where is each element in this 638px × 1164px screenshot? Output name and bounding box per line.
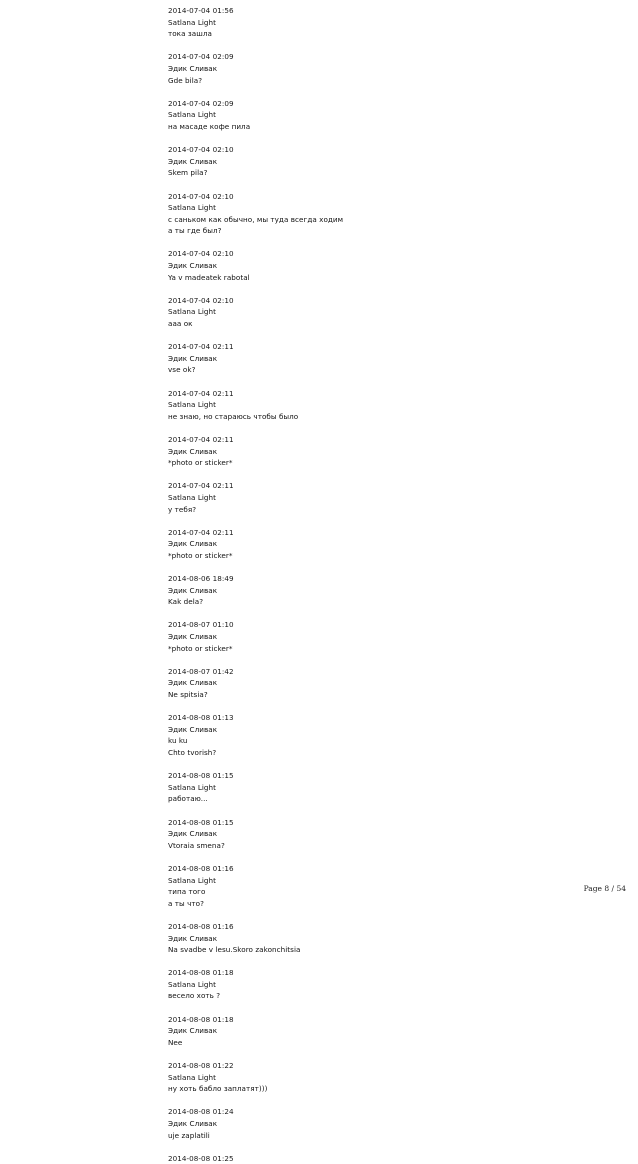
message-timestamp: 2014-07-04 01:56 bbox=[168, 6, 234, 15]
message-entry bbox=[168, 341, 628, 376]
message-author: Эдик Сливак bbox=[168, 1119, 218, 1128]
message-entry bbox=[168, 5, 628, 40]
message-text: Vtoraia smena? bbox=[168, 840, 225, 850]
message-timestamp: 2014-08-08 01:15 bbox=[168, 817, 234, 827]
message-entry bbox=[168, 817, 628, 852]
message-entry bbox=[168, 1014, 628, 1049]
message-entry bbox=[168, 295, 628, 330]
message-author: Эдик Сливак bbox=[168, 829, 218, 839]
message-author: Эдик Сливак bbox=[168, 446, 218, 456]
message-entry bbox=[168, 51, 628, 86]
message-author: Satlana Light bbox=[168, 875, 217, 885]
message-author: Эдик Сливак bbox=[168, 933, 218, 943]
message-entry bbox=[168, 1060, 628, 1095]
message-text: Ne spitsia? bbox=[168, 690, 208, 700]
message-timestamp: 2014-08-08 01:18 bbox=[168, 1014, 234, 1024]
message-author: Satlana Light bbox=[168, 400, 217, 410]
message-entry bbox=[168, 388, 628, 423]
message-entry bbox=[168, 712, 628, 758]
message-text: весело хоть ? bbox=[168, 991, 221, 1001]
message-timestamp: 2014-08-07 01:42 bbox=[168, 666, 234, 676]
message-timestamp: 2014-08-08 01:15 bbox=[168, 771, 234, 781]
message-entry bbox=[168, 863, 628, 909]
message-author: Satlana Light bbox=[168, 307, 217, 317]
page-number: Page 8 / 54 bbox=[583, 884, 626, 893]
message-timestamp: 2014-08-08 01:25 bbox=[168, 1153, 234, 1163]
message-text: *photo or sticker* bbox=[168, 458, 233, 468]
message-author: Satlana Light bbox=[168, 782, 217, 792]
message-text: а ты что? bbox=[168, 898, 204, 908]
message-timestamp: 2014-07-04 02:11 bbox=[168, 434, 234, 444]
message-entry bbox=[168, 248, 628, 283]
message-timestamp: 2014-08-08 01:22 bbox=[168, 1061, 234, 1071]
message-text: Nee bbox=[168, 1037, 183, 1047]
message-text: *photo or sticker* bbox=[168, 643, 233, 653]
message-entry bbox=[168, 1153, 628, 1164]
message-text: Gde bila? bbox=[168, 75, 203, 85]
message-text: на масаде кофе пила bbox=[168, 121, 251, 131]
message-text: не знаю, но стараюсь чтобы было bbox=[168, 411, 299, 421]
message-timestamp: 2014-07-04 02:09 bbox=[168, 98, 234, 108]
message-text: *photo or sticker* bbox=[168, 550, 233, 560]
message-author: Satlana Light bbox=[168, 203, 217, 213]
message-entry bbox=[168, 144, 628, 179]
message-author: Satlana Light bbox=[168, 492, 217, 502]
message-text: тока зашла bbox=[168, 29, 212, 39]
message-entry bbox=[168, 666, 628, 701]
chat-log bbox=[168, 5, 628, 1164]
message-author: Satlana Light bbox=[168, 17, 217, 27]
message-author: Эдик Сливак bbox=[168, 539, 218, 549]
message-text: с саньком как обычно, мы туда всегда ходим bbox=[168, 214, 344, 224]
message-timestamp: 2014-07-04 02:11 bbox=[168, 527, 234, 537]
message-text: Skem pila? bbox=[168, 168, 208, 178]
message-author: Эдик Сливак bbox=[168, 678, 218, 688]
message-text: ааа ок bbox=[168, 319, 193, 329]
message-text: uje zaplatili bbox=[168, 1130, 210, 1140]
message-timestamp: 2014-08-08 01:13 bbox=[168, 713, 234, 723]
message-author: Эдик Сливак bbox=[168, 632, 218, 642]
message-entry bbox=[168, 98, 628, 133]
message-entry bbox=[168, 619, 628, 654]
message-timestamp: 2014-07-04 02:09 bbox=[168, 52, 234, 62]
message-timestamp: 2014-07-04 02:11 bbox=[168, 388, 234, 398]
message-author: Satlana Light bbox=[168, 110, 217, 120]
message-author: Эдик Сливак bbox=[168, 63, 218, 73]
message-text: Ya v madeatek rabotal bbox=[168, 272, 250, 282]
message-entry bbox=[168, 434, 628, 469]
message-entry bbox=[168, 573, 628, 608]
message-timestamp: 2014-07-04 02:11 bbox=[168, 481, 234, 491]
message-timestamp: 2014-08-08 01:16 bbox=[168, 863, 234, 873]
message-text: а ты где был? bbox=[168, 226, 222, 236]
message-timestamp: 2014-08-08 01:18 bbox=[168, 968, 234, 978]
message-timestamp: 2014-08-07 01:10 bbox=[168, 620, 234, 630]
message-entry bbox=[168, 191, 628, 237]
message-text: ну хоть бабло заплатят))) bbox=[168, 1084, 268, 1094]
message-text: ku ku bbox=[168, 736, 188, 746]
message-text: vse ok? bbox=[168, 365, 196, 375]
message-entry bbox=[168, 770, 628, 805]
message-text: Na svadbe v lesu.Skoro zakonchitsia bbox=[168, 945, 301, 955]
message-timestamp: 2014-07-04 02:10 bbox=[168, 191, 234, 201]
message-author: Satlana Light bbox=[168, 1072, 217, 1082]
message-timestamp: 2014-08-06 18:49 bbox=[168, 574, 234, 584]
message-author: Satlana Light bbox=[168, 979, 217, 989]
message-author: Эдик Сливак bbox=[168, 353, 218, 363]
message-text: работаю... bbox=[168, 794, 208, 804]
message-author: Эдик Сливак bbox=[168, 585, 218, 595]
message-author: Эдик Сливак bbox=[168, 1026, 218, 1036]
message-text: типа того bbox=[168, 887, 206, 897]
message-entry bbox=[168, 921, 628, 956]
message-author: Эдик Сливак bbox=[168, 261, 218, 271]
message-entry bbox=[168, 1106, 628, 1141]
message-timestamp: 2014-07-04 02:10 bbox=[168, 145, 234, 155]
message-entry bbox=[168, 967, 628, 1002]
message-entry bbox=[168, 527, 628, 562]
message-timestamp: 2014-08-08 01:16 bbox=[168, 921, 234, 931]
message-text: у тебя? bbox=[168, 504, 197, 514]
message-timestamp: 2014-07-04 02:10 bbox=[168, 249, 234, 259]
message-author: Эдик Сливак bbox=[168, 156, 218, 166]
message-timestamp: 2014-08-08 01:24 bbox=[168, 1107, 234, 1117]
message-timestamp: 2014-07-04 02:10 bbox=[168, 295, 234, 305]
message-text: Chto tvorish? bbox=[168, 748, 217, 757]
message-entry bbox=[168, 480, 628, 515]
message-timestamp: 2014-07-04 02:11 bbox=[168, 342, 234, 352]
message-text: Kak dela? bbox=[168, 597, 204, 607]
message-author: Эдик Сливак bbox=[168, 724, 218, 734]
